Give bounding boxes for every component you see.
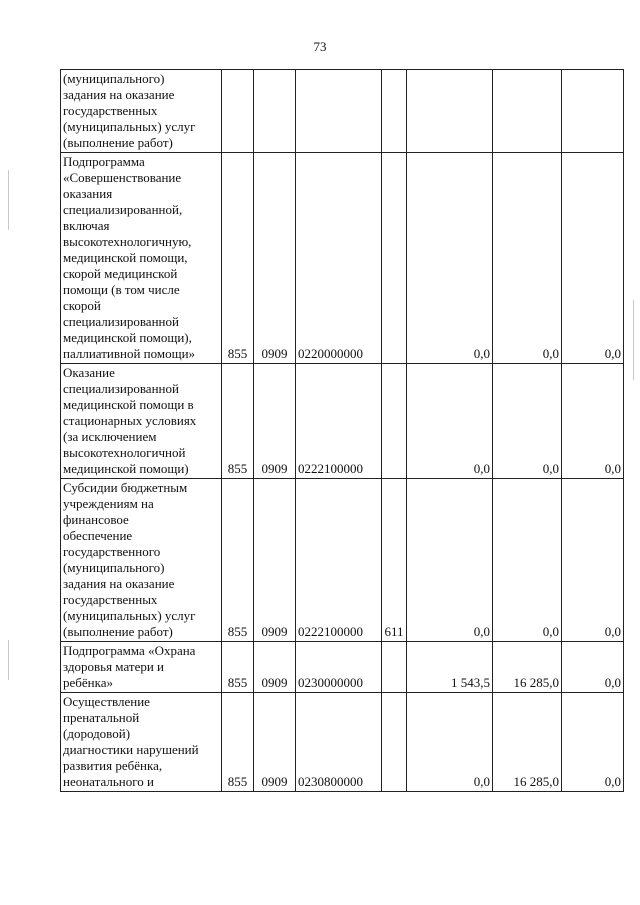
sum1-cell: 0,0	[407, 364, 493, 479]
sum1-cell: 0,0	[407, 479, 493, 642]
vr-cell	[382, 70, 407, 153]
razdel-cell: 0909	[254, 364, 296, 479]
vr-cell	[382, 153, 407, 364]
budget-table	[60, 69, 624, 792]
ved-cell: 855	[222, 479, 254, 642]
vr-cell: 611	[382, 479, 407, 642]
ved-cell: 855	[222, 153, 254, 364]
sum2-cell: 0,0	[493, 479, 562, 642]
ved-cell	[222, 70, 254, 153]
razdel-cell: 0909	[254, 153, 296, 364]
scan-artifact	[8, 170, 9, 230]
razdel-cell: 0909	[254, 693, 296, 792]
sum2-cell: 0,0	[493, 153, 562, 364]
sum1-cell: 0,0	[407, 693, 493, 792]
sum3-cell: 0,0	[562, 153, 624, 364]
row-name: (муниципального) задания на оказание государственных (муниципальных) услуг (выполнение работ)	[61, 70, 222, 153]
csr-cell: 0230000000	[296, 642, 382, 693]
row-name: Осуществление пренатальной (дородовой) диагностики нарушений развития ребёнка, неонатального и	[61, 693, 222, 792]
csr-cell: 0230800000	[296, 693, 382, 792]
sum2-cell	[493, 70, 562, 153]
csr-cell: 0220000000	[296, 153, 382, 364]
table-row	[61, 642, 624, 693]
sum3-cell	[562, 70, 624, 153]
csr-cell: 0222100000	[296, 479, 382, 642]
row-name: Подпрограмма «Совершенствование оказания специализированной, включая высокотехнологичную, медицинской помощи, скорой медицинской помощи (в том числе скорой специализированной медицинской помощи), паллиативной помощи»	[61, 153, 222, 364]
sum2-cell: 16 285,0	[493, 642, 562, 693]
sum3-cell: 0,0	[562, 642, 624, 693]
scan-artifact	[633, 300, 634, 380]
table-row	[61, 693, 624, 792]
scan-artifact	[8, 640, 9, 680]
table-row	[61, 153, 624, 364]
razdel-cell	[254, 70, 296, 153]
ved-cell: 855	[222, 642, 254, 693]
sum1-cell	[407, 70, 493, 153]
page-number: 73	[313, 39, 327, 54]
ved-cell: 855	[222, 364, 254, 479]
row-name: Субсидии бюджетным учреждениям на финансовое обеспечение государственного (муниципального) задания на оказание государственных (муниципальных) услуг (выполнение работ)	[61, 479, 222, 642]
sum3-cell: 0,0	[562, 479, 624, 642]
table-row	[61, 364, 624, 479]
sum2-cell: 0,0	[493, 364, 562, 479]
sum2-cell: 16 285,0	[493, 693, 562, 792]
table-row	[61, 70, 624, 153]
sum3-cell: 0,0	[562, 364, 624, 479]
vr-cell	[382, 364, 407, 479]
table-row	[61, 479, 624, 642]
csr-cell: 0222100000	[296, 364, 382, 479]
sum1-cell: 1 543,5	[407, 642, 493, 693]
row-name: Оказание специализированной медицинской помощи в стационарных условиях (за исключением высокотехнологичной медицинской помощи)	[61, 364, 222, 479]
sum3-cell: 0,0	[562, 693, 624, 792]
ved-cell: 855	[222, 693, 254, 792]
vr-cell	[382, 693, 407, 792]
sum1-cell: 0,0	[407, 153, 493, 364]
razdel-cell: 0909	[254, 479, 296, 642]
vr-cell	[382, 642, 407, 693]
csr-cell	[296, 70, 382, 153]
row-name: Подпрограмма «Охрана здоровья матери и ребёнка»	[61, 642, 222, 693]
razdel-cell: 0909	[254, 642, 296, 693]
